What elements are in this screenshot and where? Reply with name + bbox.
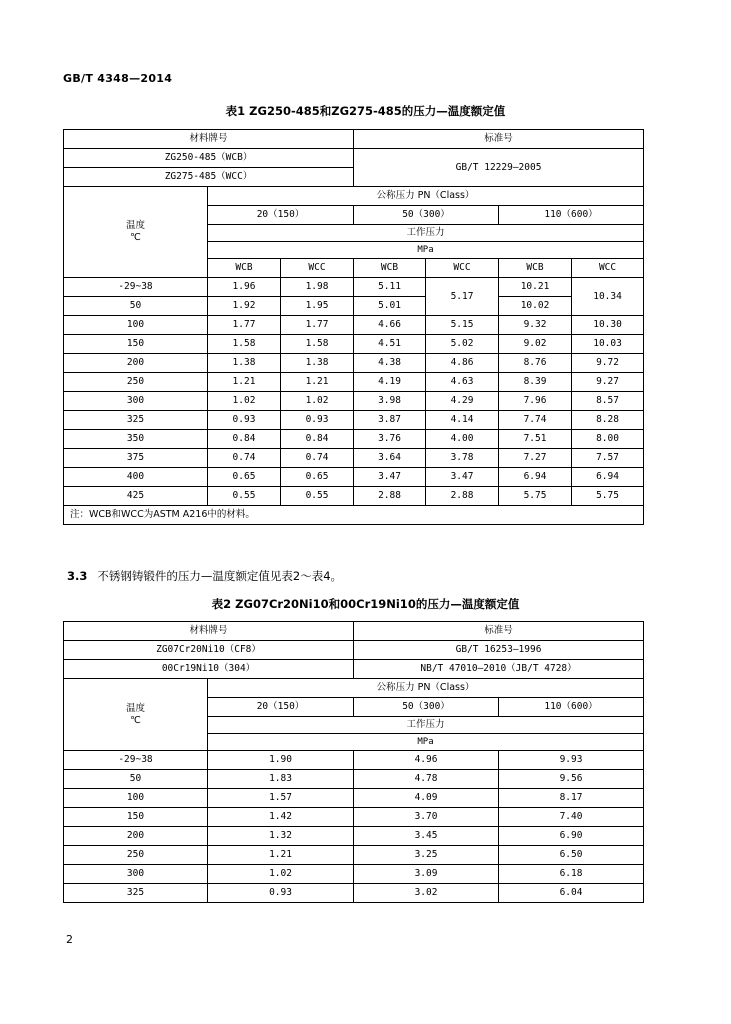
nominal-pressure-header: 公称压力 PN（Class） [208,679,644,698]
pressure-cell: 4.51 [354,335,426,354]
material-label: 材料牌号 [64,622,354,641]
pressure-cell: 1.02 [208,392,281,411]
pressure-cell: 0.55 [281,487,354,506]
pressure-cell: 1.90 [208,751,354,770]
material-column-header: WCC [281,259,354,278]
standard-number: NB/T 47010—2010（JB/T 4728） [354,660,644,679]
pressure-cell: 1.96 [208,278,281,297]
pressure-cell: 0.93 [281,411,354,430]
pressure-cell: 8.76 [499,354,572,373]
table2-caption: 表2 ZG07Cr20Ni10和00Cr19Ni10的压力—温度额定值 [211,597,520,611]
table-row [64,487,644,506]
table-row [64,354,644,373]
table1 [63,129,644,525]
temperature-cell: 150 [64,808,208,827]
pressure-cell: 4.14 [426,411,499,430]
pressure-cell: 9.27 [572,373,644,392]
pressure-cell: 1.83 [208,770,354,789]
pressure-cell: 6.04 [499,884,644,903]
temperature-cell: 100 [64,789,208,808]
pressure-cell: 7.74 [499,411,572,430]
pressure-cell: 5.17 [426,278,499,316]
pressure-cell: 5.15 [426,316,499,335]
pressure-cell: 8.57 [572,392,644,411]
material-name: ZG275-485（WCC） [64,168,354,187]
paragraph-text: 不锈钢铸锻件的压力—温度额定值见表2～表4。 [97,569,343,583]
pressure-cell: 1.21 [208,846,354,865]
table-row [64,449,644,468]
material-label: 材料牌号 [64,130,354,149]
table1-caption: 表1 ZG250-485和ZG275-485的压力—温度额定值 [225,104,506,118]
paragraph-3-3 [67,568,342,584]
table-row [64,316,644,335]
pressure-cell: 4.96 [354,751,499,770]
pressure-cell: 9.02 [499,335,572,354]
pressure-cell: 3.78 [426,449,499,468]
standard-label: 标准号 [354,622,644,641]
temperature-cell: 300 [64,865,208,884]
pressure-cell: 3.70 [354,808,499,827]
pressure-cell: 4.00 [426,430,499,449]
pressure-cell: 3.87 [354,411,426,430]
pressure-cell: 0.84 [208,430,281,449]
pressure-cell: 0.93 [208,411,281,430]
pressure-cell: 10.21 [499,278,572,297]
pressure-cell: 8.28 [572,411,644,430]
work-pressure-header: 工作压力 [208,225,644,242]
table-row [64,770,644,789]
temperature-cell: 250 [64,846,208,865]
unit-header: MPa [208,242,644,259]
pressure-cell: 4.19 [354,373,426,392]
pressure-cell: 6.94 [499,468,572,487]
pressure-cell: 10.03 [572,335,644,354]
pressure-cell: 1.21 [208,373,281,392]
pressure-cell: 7.96 [499,392,572,411]
pressure-cell: 5.11 [354,278,426,297]
temperature-header: 温度 ℃ [64,679,208,751]
class-header: 20（150） [208,698,354,717]
pressure-cell: 10.02 [499,297,572,316]
pressure-cell: 4.86 [426,354,499,373]
temperature-cell: 350 [64,430,208,449]
temperature-cell: 375 [64,449,208,468]
temperature-cell: 250 [64,373,208,392]
material-column-header: WCB [208,259,281,278]
pressure-cell: 6.18 [499,865,644,884]
pressure-cell: 1.77 [208,316,281,335]
pressure-cell: 4.09 [354,789,499,808]
pressure-cell: 3.02 [354,884,499,903]
pressure-cell: 1.92 [208,297,281,316]
table-row [64,411,644,430]
table-row [64,430,644,449]
pressure-cell: 3.25 [354,846,499,865]
pressure-cell: 7.40 [499,808,644,827]
pressure-cell: 0.65 [281,468,354,487]
table-row [64,373,644,392]
pressure-cell: 8.39 [499,373,572,392]
table-row [64,789,644,808]
material-column-header: WCB [354,259,426,278]
pressure-cell: 4.29 [426,392,499,411]
material-column-header: WCB [499,259,572,278]
pressure-cell: 1.32 [208,827,354,846]
temperature-cell: 325 [64,411,208,430]
pressure-cell: 5.75 [499,487,572,506]
pressure-cell: 6.50 [499,846,644,865]
material-column-header: WCC [572,259,644,278]
class-header: 50（300） [354,206,499,225]
temperature-cell: 150 [64,335,208,354]
temperature-cell: 200 [64,354,208,373]
section-number: 3.3 [67,569,88,583]
table2 [63,621,644,903]
pressure-cell: 1.02 [281,392,354,411]
page-number: 2 [66,933,73,946]
pressure-cell: 8.17 [499,789,644,808]
table-row [64,751,644,770]
table-row [64,808,644,827]
table-note: 注：WCB和WCC为ASTM A216中的材料。 [64,506,644,525]
pressure-cell: 1.21 [281,373,354,392]
table-row [64,468,644,487]
material-name: ZG250-485（WCB） [64,149,354,168]
pressure-cell: 1.58 [281,335,354,354]
class-header: 110（600） [499,698,644,717]
pressure-cell: 8.00 [572,430,644,449]
pressure-cell: 4.66 [354,316,426,335]
pressure-cell: 4.38 [354,354,426,373]
pressure-cell: 9.32 [499,316,572,335]
table-row [64,392,644,411]
temperature-cell: 200 [64,827,208,846]
pressure-cell: 6.94 [572,468,644,487]
pressure-cell: 3.09 [354,865,499,884]
temperature-cell: 50 [64,770,208,789]
pressure-cell: 9.56 [499,770,644,789]
pressure-cell: 3.47 [426,468,499,487]
pressure-cell: 1.57 [208,789,354,808]
pressure-cell: 6.90 [499,827,644,846]
table-row [64,335,644,354]
temperature-cell: 100 [64,316,208,335]
table-row [64,846,644,865]
pressure-cell: 2.88 [354,487,426,506]
pressure-cell: 3.64 [354,449,426,468]
pressure-cell: 1.95 [281,297,354,316]
pressure-cell: 5.02 [426,335,499,354]
standard-number: GB/T 12229—2005 [354,149,644,187]
pressure-cell: 1.42 [208,808,354,827]
pressure-cell: 5.75 [572,487,644,506]
temperature-cell: 400 [64,468,208,487]
table-row [64,827,644,846]
document-header: GB/T 4348—2014 [63,72,173,85]
class-header: 50（300） [354,698,499,717]
material-name: 00Cr19Ni10（304） [64,660,354,679]
pressure-cell: 7.57 [572,449,644,468]
pressure-cell: 7.27 [499,449,572,468]
pressure-cell: 0.55 [208,487,281,506]
temperature-header: 温度 ℃ [64,187,208,278]
pressure-cell: 1.02 [208,865,354,884]
temperature-cell: 50 [64,297,208,316]
pressure-cell: 10.34 [572,278,644,316]
pressure-cell: 3.76 [354,430,426,449]
pressure-cell: 0.74 [281,449,354,468]
pressure-cell: 4.78 [354,770,499,789]
pressure-cell: 0.74 [208,449,281,468]
class-header: 110（600） [499,206,644,225]
table-row [64,297,644,316]
material-name: ZG07Cr20Ni10（CF8） [64,641,354,660]
pressure-cell: 1.38 [281,354,354,373]
pressure-cell: 3.98 [354,392,426,411]
pressure-cell: 1.58 [208,335,281,354]
table-row [64,865,644,884]
pressure-cell: 3.47 [354,468,426,487]
temperature-cell: -29~38 [64,278,208,297]
pressure-cell: 4.63 [426,373,499,392]
work-pressure-header: 工作压力 [208,717,644,734]
pressure-cell: 0.65 [208,468,281,487]
table-row [64,278,644,297]
pressure-cell: 1.38 [208,354,281,373]
temperature-cell: 325 [64,884,208,903]
nominal-pressure-header: 公称压力 PN（Class） [208,187,644,206]
material-column-header: WCC [426,259,499,278]
pressure-cell: 10.30 [572,316,644,335]
standard-label: 标准号 [354,130,644,149]
temperature-cell: 425 [64,487,208,506]
pressure-cell: 0.84 [281,430,354,449]
pressure-cell: 7.51 [499,430,572,449]
pressure-cell: 0.93 [208,884,354,903]
pressure-cell: 9.93 [499,751,644,770]
class-header: 20（150） [208,206,354,225]
pressure-cell: 1.77 [281,316,354,335]
table-row [64,884,644,903]
pressure-cell: 2.88 [426,487,499,506]
unit-header: MPa [208,734,644,751]
standard-number: GB/T 16253—1996 [354,641,644,660]
pressure-cell: 9.72 [572,354,644,373]
temperature-cell: -29~38 [64,751,208,770]
pressure-cell: 1.98 [281,278,354,297]
temperature-cell: 300 [64,392,208,411]
pressure-cell: 5.01 [354,297,426,316]
pressure-cell: 3.45 [354,827,499,846]
